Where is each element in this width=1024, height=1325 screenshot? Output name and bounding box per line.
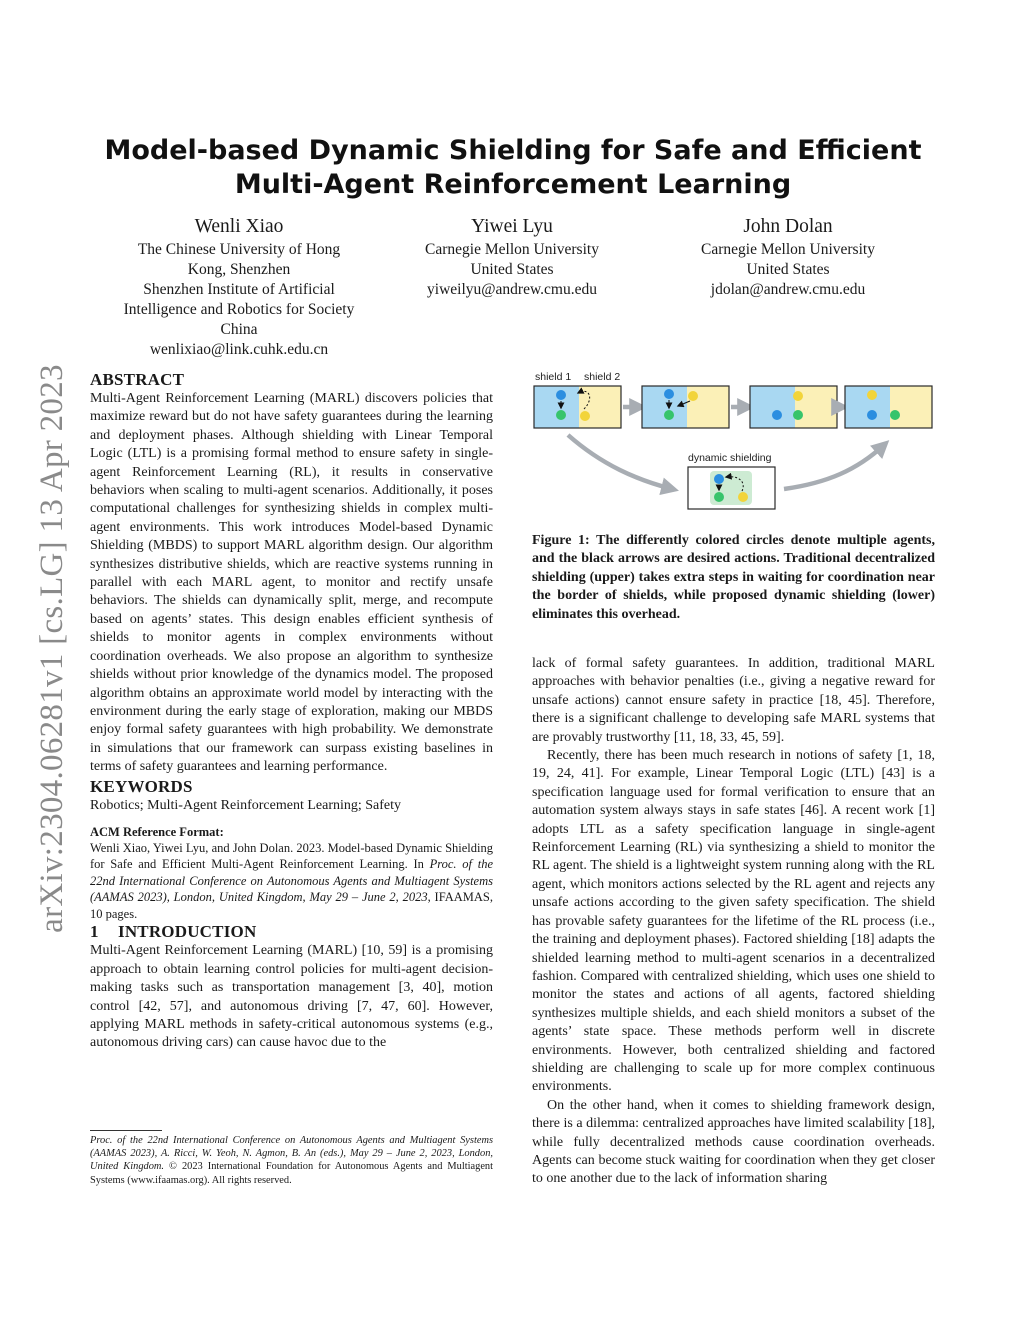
author-block-1 — [90, 216, 388, 360]
introduction-paragraph-4: On the other hand, when it comes to shielding framework design, there is a dilemma: centralized approaches have limited scalability [18], while fully decentralized methods cause coordination overheads. Agents can become stuck waiting for coordination when they get closer to one another due to the lack of information sharing — [532, 1097, 935, 1187]
title-line-2: Multi-Agent Reinforcement Learning — [234, 169, 792, 200]
introduction-paragraph-1: Multi-Agent Reinforcement Learning (MARL) [10, 59] is a promising approach to obtain learning control policies for multi-agent decision-making tasks such as transportation management [3, 40], motion control [42, 57], and autonomous driving [7, 47, 60]. However, applying MARL methods in safety-critical autonomous systems (e.g., autonomous driving cars) can cause havoc due to the — [90, 943, 493, 1051]
introduction-paragraph-3: Recently, there has been much research in notions of safety [1, 18, 19, 24, 41]. For example, Linear Temporal Logic (LTL) [43] is a specification language used for formal verification to ensure that an automation system always stays in safe states [46]. A recent work [1] adopts LTL as a safety specification language in single-agent Reinforcement Learning (RL) via synthesizing a shield to monitor the RL agent. The shield is a lightweight system running along with the RL agent, which monitors actions selected by the RL agent and rejects any unsafe actions according to the given safety specification. The shield has provable safety guarantees for the lifetime of the RL process (i.e., the training and deployment phases). Factored shielding [18] adapts the shielded learning method to multi-agent scenarios in a decentralized fashion. Compared with centralized shielding, which uses one shield to monitor the states and actions of all agents, factored shielding synthesizes multiple shields, and each shield monitors a subset of the agents’ state space. These methods perform well in discrete environments. However, both centralized shielding and factored shielding are challenging to scale up for more complex continuous environments. — [532, 748, 935, 1095]
agent-yellow — [688, 391, 698, 401]
author-affiliation: The Chinese University of Hong — [137, 241, 341, 258]
author-email: yiweilyu@andrew.cmu.edu — [427, 281, 597, 298]
agent-yellow — [580, 411, 590, 421]
acm-reference-text: Wenli Xiao, Yiwei Lyu, and John Dolan. 2023. Model-based Dynamic Shielding for Safe and Efficient Multi-Agent Reinforcement Learning. In Proc. of the 22nd International Conference on Autonomous Agents and Multiagent Systems (AAMAS 2023), London, United Kingdom, May 29 – June 2, 2023, IFAAMAS, 10 pages. — [90, 840, 494, 921]
agent-blue — [772, 410, 782, 420]
author-affiliation: Kong, Shenzhen — [187, 261, 291, 278]
author-affiliation: Carnegie Mellon University — [425, 241, 599, 258]
author-name: John Dolan — [743, 216, 833, 237]
agent-blue — [867, 410, 877, 420]
author-email: wenlixiao@link.cuhk.edu.cn — [149, 341, 329, 358]
author-country: United States — [470, 261, 554, 278]
agent-blue — [664, 389, 674, 399]
agent-green — [556, 410, 566, 420]
agent-blue — [556, 390, 566, 400]
agent-blue — [714, 474, 724, 484]
panel-3-shield-1-zone — [750, 386, 795, 428]
agent-green — [793, 410, 803, 420]
agent-yellow — [738, 492, 748, 502]
agent-green — [890, 410, 900, 420]
right-column — [532, 655, 935, 1189]
keywords-text: Robotics; Multi-Agent Reinforcement Learning; Safety — [90, 797, 402, 813]
author-block-3 — [656, 216, 920, 300]
panel-1-shield-1-zone — [534, 386, 579, 428]
author-affiliation: Intelligence and Robotics for Society — [123, 301, 355, 318]
arxiv-stamp: arXiv:2304.06281v1 [cs.LG] 13 Apr 2023 — [33, 363, 70, 933]
shield-1-label: shield 1 — [535, 371, 572, 383]
acm-reference-label: ACM Reference Format: — [90, 824, 224, 839]
figure-1-diagram — [532, 365, 936, 511]
introduction-heading: 1 INTRODUCTION — [90, 922, 257, 942]
author-name: Wenli Xiao — [194, 216, 284, 237]
agent-green — [664, 410, 674, 420]
panel-1-shield-2-zone — [579, 386, 621, 428]
paper-title — [90, 134, 936, 202]
author-country: United States — [746, 261, 830, 278]
section-number: 1 — [90, 922, 99, 942]
introduction-paragraph-2: lack of formal safety guarantees. In addition, traditional MARL approaches with behavior penalties (i.e., giving a negative reward for unsafe actions) cannot ensure safety in practice [18, 45]. Therefore, there is a significant challenge to developing safe MARL systems that are provably trustworthy [11, 18, 33, 45, 59]. — [532, 656, 935, 745]
author-name: Yiwei Lyu — [471, 216, 553, 237]
author-email: jdolan@andrew.cmu.edu — [710, 281, 866, 298]
author-country: China — [220, 321, 258, 338]
agent-yellow — [867, 390, 877, 400]
panel-4-shield-1-zone — [845, 386, 890, 428]
dynamic-shielding-label: dynamic shielding — [688, 452, 772, 464]
title-line-1: Model-based Dynamic Shielding for Safe and Efficient — [104, 135, 922, 166]
author-block-2 — [378, 216, 646, 300]
left-column — [90, 370, 493, 1053]
abstract-heading: ABSTRACT — [90, 370, 185, 389]
author-affiliation: Carnegie Mellon University — [701, 241, 875, 258]
shield-2-label: shield 2 — [584, 371, 621, 383]
panel-4-shield-2-zone — [890, 386, 932, 428]
curved-arrow-down — [568, 435, 672, 489]
abstract-text: Multi-Agent Reinforcement Learning (MARL) discovers policies that maximize reward but do not have safety guarantees during the learning and deployment phases. Although shielding with Linear Temporal Logic (LTL) is a promising formal method to ensure safety in single-agent Reinforcement Learning (RL), it results in conservative behaviors when scaling to multi-agent scenarios. Additionally, it poses computational challenges for synthesizing shields in complex multi-agent environments. This work introduces Model-based Dynamic Shielding (MBDS) to support MARL algorithm design. Our algorithm synthesizes distributive shields, which are reactive systems running in parallel with each MARL agent, to monitor and rectify unsafe behaviors. The shields can dynamically split, merge, and recompute based on agents’ states. This design enables efficient synthesis of shields to monitor agents in complex environments without coordination overheads. We also propose an algorithm to synthesize shields without prior knowledge of the dynamics model. The proposed algorithm obtains an approximate world model by interacting with the environment during the early stage of exploration, making our MBDS enjoy formal safety guarantees with high probability. We demonstrate in simulations that our framework can surpass existing baselines in terms of safety guarantees and learning performance. — [90, 391, 493, 775]
agent-green — [714, 492, 724, 502]
footnote-rule — [90, 1130, 162, 1131]
agent-yellow — [793, 391, 803, 401]
author-affiliation: Shenzhen Institute of Artificial — [143, 281, 335, 298]
curved-arrow-up — [784, 445, 884, 489]
keywords-heading: KEYWORDS — [90, 776, 193, 796]
footnote: Proc. of the 22nd International Conference on Autonomous Agents and Multiagent Systems (AAMAS 2023), A. Ricci, W. Yeoh, N. Agmon, B. An (eds.), May 29 – June 2, 2023, London, United Kingdom. © 2023 International Foundation for Autonomous Agents and Multiagent Systems (www.ifaamas.org). All rights reserved. — [90, 1135, 494, 1186]
figure-1-caption: Figure 1: The differently colored circles denote multiple agents, and the black arrows are desired actions. Traditional decentralized shielding (upper) takes extra steps in waiting for coordination near the border of shields, while proposed dynamic shielding (lower) eliminates this overhead. — [532, 533, 935, 622]
